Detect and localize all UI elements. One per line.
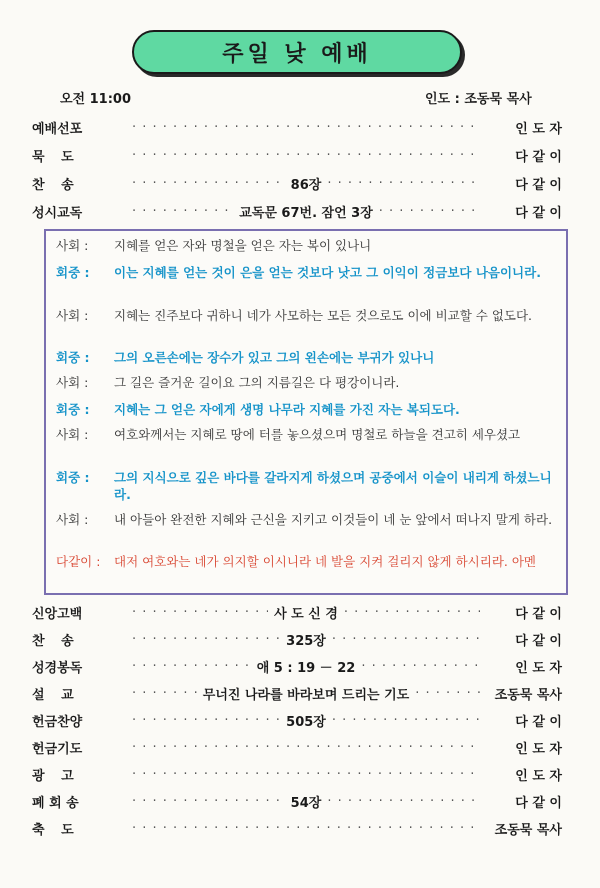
order-label: 예배선포 [32,121,83,137]
order-row [32,736,562,758]
page-title [132,30,462,74]
order-label: 성경봉독 [32,660,83,676]
order-label: 찬 송 [32,633,80,649]
reading-line: 회중 : 지혜는 그 얻은 자에게 생명 나무라 지혜를 가진 자는 복되도다. [56,402,460,417]
order-content: · · · 325장 · · · [132,630,480,649]
service-leader: 인도 : 조동묵 목사 [425,92,532,107]
order-content [132,148,480,163]
order-participant: 조동묵 목사 [494,687,562,703]
reading-line: 사회 : 그 길은 즐거운 길이요 그의 지름길은 다 평강이니라. [56,375,400,390]
reading-line: 회중 : 그의 오른손에는 장수가 있고 그의 왼손에는 부귀가 있나니 [56,350,435,365]
order-row [32,655,562,677]
order-participant: 다 같 이 [515,795,562,811]
order-participant: 인 도 자 [515,121,562,137]
order-participant: 다 같 이 [515,633,562,649]
order-label: 설 교 [32,687,80,703]
order-row [32,628,562,650]
reading-line: 회중 : 이는 지혜를 얻는 것이 은을 얻는 것보다 낫고 그 이익이 정금보다 나음이니라. [56,265,541,280]
order-participant: 인 도 자 [515,660,562,676]
order-label: 묵 도 [32,149,80,165]
order-participant: 다 같 이 [515,177,562,193]
order-content [132,821,480,836]
order-label: 신앙고백 [32,606,83,622]
order-row [32,116,562,138]
order-participant: 다 같 이 [515,205,562,221]
order-participant: 조동묵 목사 [494,822,562,838]
order-content: · · · 54장 · · · [132,792,480,811]
title-text: 주일 낮 예배 [222,41,372,67]
order-row [32,200,562,222]
order-content [132,767,480,782]
order-row [32,763,562,785]
order-content: · · · 505장 · · · [132,711,480,730]
order-content: · · · 무너진 나라를 바라보며 드리는 기도 · · · [132,684,480,703]
order-participant: 인 도 자 [515,768,562,784]
order-content: · · · 교독문 67번. 잠언 3장 · · · [132,202,480,221]
order-label: 헌금기도 [32,741,83,757]
reading-line: 사회 : 내 아들아 완전한 지혜와 근신을 지키고 이것들이 네 눈 앞에서 떠나지 말게 하라. [56,512,553,527]
reading-line: 다같이 : 대저 여호와는 네가 의지할 이시니라 네 발을 지켜 걸리지 않게 하시리라. 아멘 [56,554,537,569]
order-content: · · · 86장 · · · [132,174,480,193]
order-participant: 다 같 이 [515,606,562,622]
order-content [132,120,480,135]
order-participant: 다 같 이 [515,714,562,730]
order-row [32,144,562,166]
order-participant: 다 같 이 [515,149,562,165]
reading-line: 회중 : 그의 지식으로 깊은 바다를 갈라지게 하셨으며 공중에서 이슬이 내리게 하셨느니라. [56,470,552,502]
order-row [32,601,562,623]
order-label: 폐 회 송 [32,795,79,811]
order-participant: 인 도 자 [515,741,562,757]
order-row [32,172,562,194]
order-row [32,682,562,704]
order-row [32,790,562,812]
order-label: 축 도 [32,822,80,838]
order-label: 성시교독 [32,205,83,221]
reading-line: 사회 : 지혜는 진주보다 귀하니 네가 사모하는 모든 것으로도 이에 비교할 수 없도다. [56,308,533,323]
order-label: 헌금찬양 [32,714,83,730]
service-time: 오전 11:00 [60,92,132,107]
order-row [32,709,562,731]
responsive-reading-box [44,229,568,595]
order-label: 광 고 [32,768,80,784]
reading-line: 사회 : 지혜를 얻은 자와 명철을 얻은 자는 복이 있나니 [56,238,372,253]
order-label: 찬 송 [32,177,80,193]
order-content: · · · 사 도 신 경 · · · [132,603,480,622]
order-row [32,817,562,839]
order-content: · · · 애 5 : 19 － 22 · · · [132,657,480,676]
order-content [132,740,480,755]
reading-line: 사회 : 여호와께서는 지혜로 땅에 터를 놓으셨으며 명철로 하늘을 견고히 세우셨고 [56,427,521,442]
